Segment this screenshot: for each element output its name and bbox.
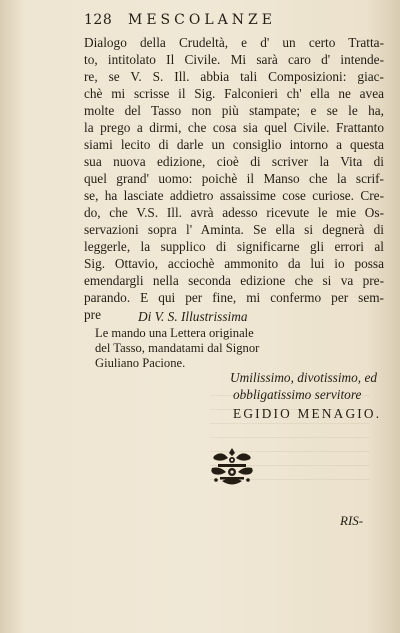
note-line: del Tasso, mandatami dal Signor xyxy=(95,340,260,355)
salutation: Di V. S. Illustrissima xyxy=(138,309,248,324)
postscript-note xyxy=(95,326,305,370)
signature: EGIDIO MENAGIO. xyxy=(233,406,382,421)
body-line: la prego a dirmi, che cosa sia quel Civile. Frattanto xyxy=(84,120,384,135)
body-line: leggerle, la supplico di significarne gli errori al xyxy=(84,239,384,254)
body-line: molte del Tasso non più stampate; e se le ha, xyxy=(84,103,384,118)
body-line: chè mi scrisse il Sig. Falconieri ch' ella ne avea xyxy=(84,86,384,101)
body-line: Sig. Ottavio, acciochè ammonito da lui io possa xyxy=(84,256,384,271)
body-line: to, intitolato Il Civile. Mi sarà caro d' intende- xyxy=(84,52,384,67)
body-line: Dialogo della Crudeltà, e d' un certo Tratta- xyxy=(84,35,384,50)
fleuron-ornament-icon xyxy=(208,446,256,488)
body-line: servazioni sopra l' Aminta. Se ella si degnerà di xyxy=(84,222,384,237)
body-line: pre xyxy=(84,307,101,322)
body-line: parando. E qui per fine, mi confermo per sem- xyxy=(84,290,384,305)
page-number: 128 xyxy=(84,12,113,28)
note-line: Le mando una Lettera originale xyxy=(95,326,254,340)
body-line: sua nuova edizione, cioè di scriver la Vita di xyxy=(84,154,384,169)
body-line: se, ha lasciate addietro assaissime cose curiose. Cre- xyxy=(84,188,384,203)
body-line: quel grand' uomo: poichè il Manso che la scrif- xyxy=(84,171,384,186)
closing-line-1: Umilissimo, divotissimo, ed xyxy=(230,370,378,385)
body-line: re, se V. S. Ill. abbia tali Composizioni: giac- xyxy=(84,69,384,84)
running-head: MESCOLANZE xyxy=(128,12,276,28)
body-line: emendargli nella seconda edizione che si va pre- xyxy=(84,273,384,288)
catchword: RIS- xyxy=(340,513,364,528)
body-line: do, che V.S. Ill. avrà adesso ricevute le mie Os- xyxy=(84,205,384,220)
page-header xyxy=(84,12,350,32)
closing-line-2: obbligatissimo servitore xyxy=(233,387,362,402)
body-line: siami lecito di darle un consiglio intorno a questa xyxy=(84,137,384,152)
note-line: Giuliano Pacione. xyxy=(95,355,186,370)
letter-body xyxy=(84,34,384,323)
